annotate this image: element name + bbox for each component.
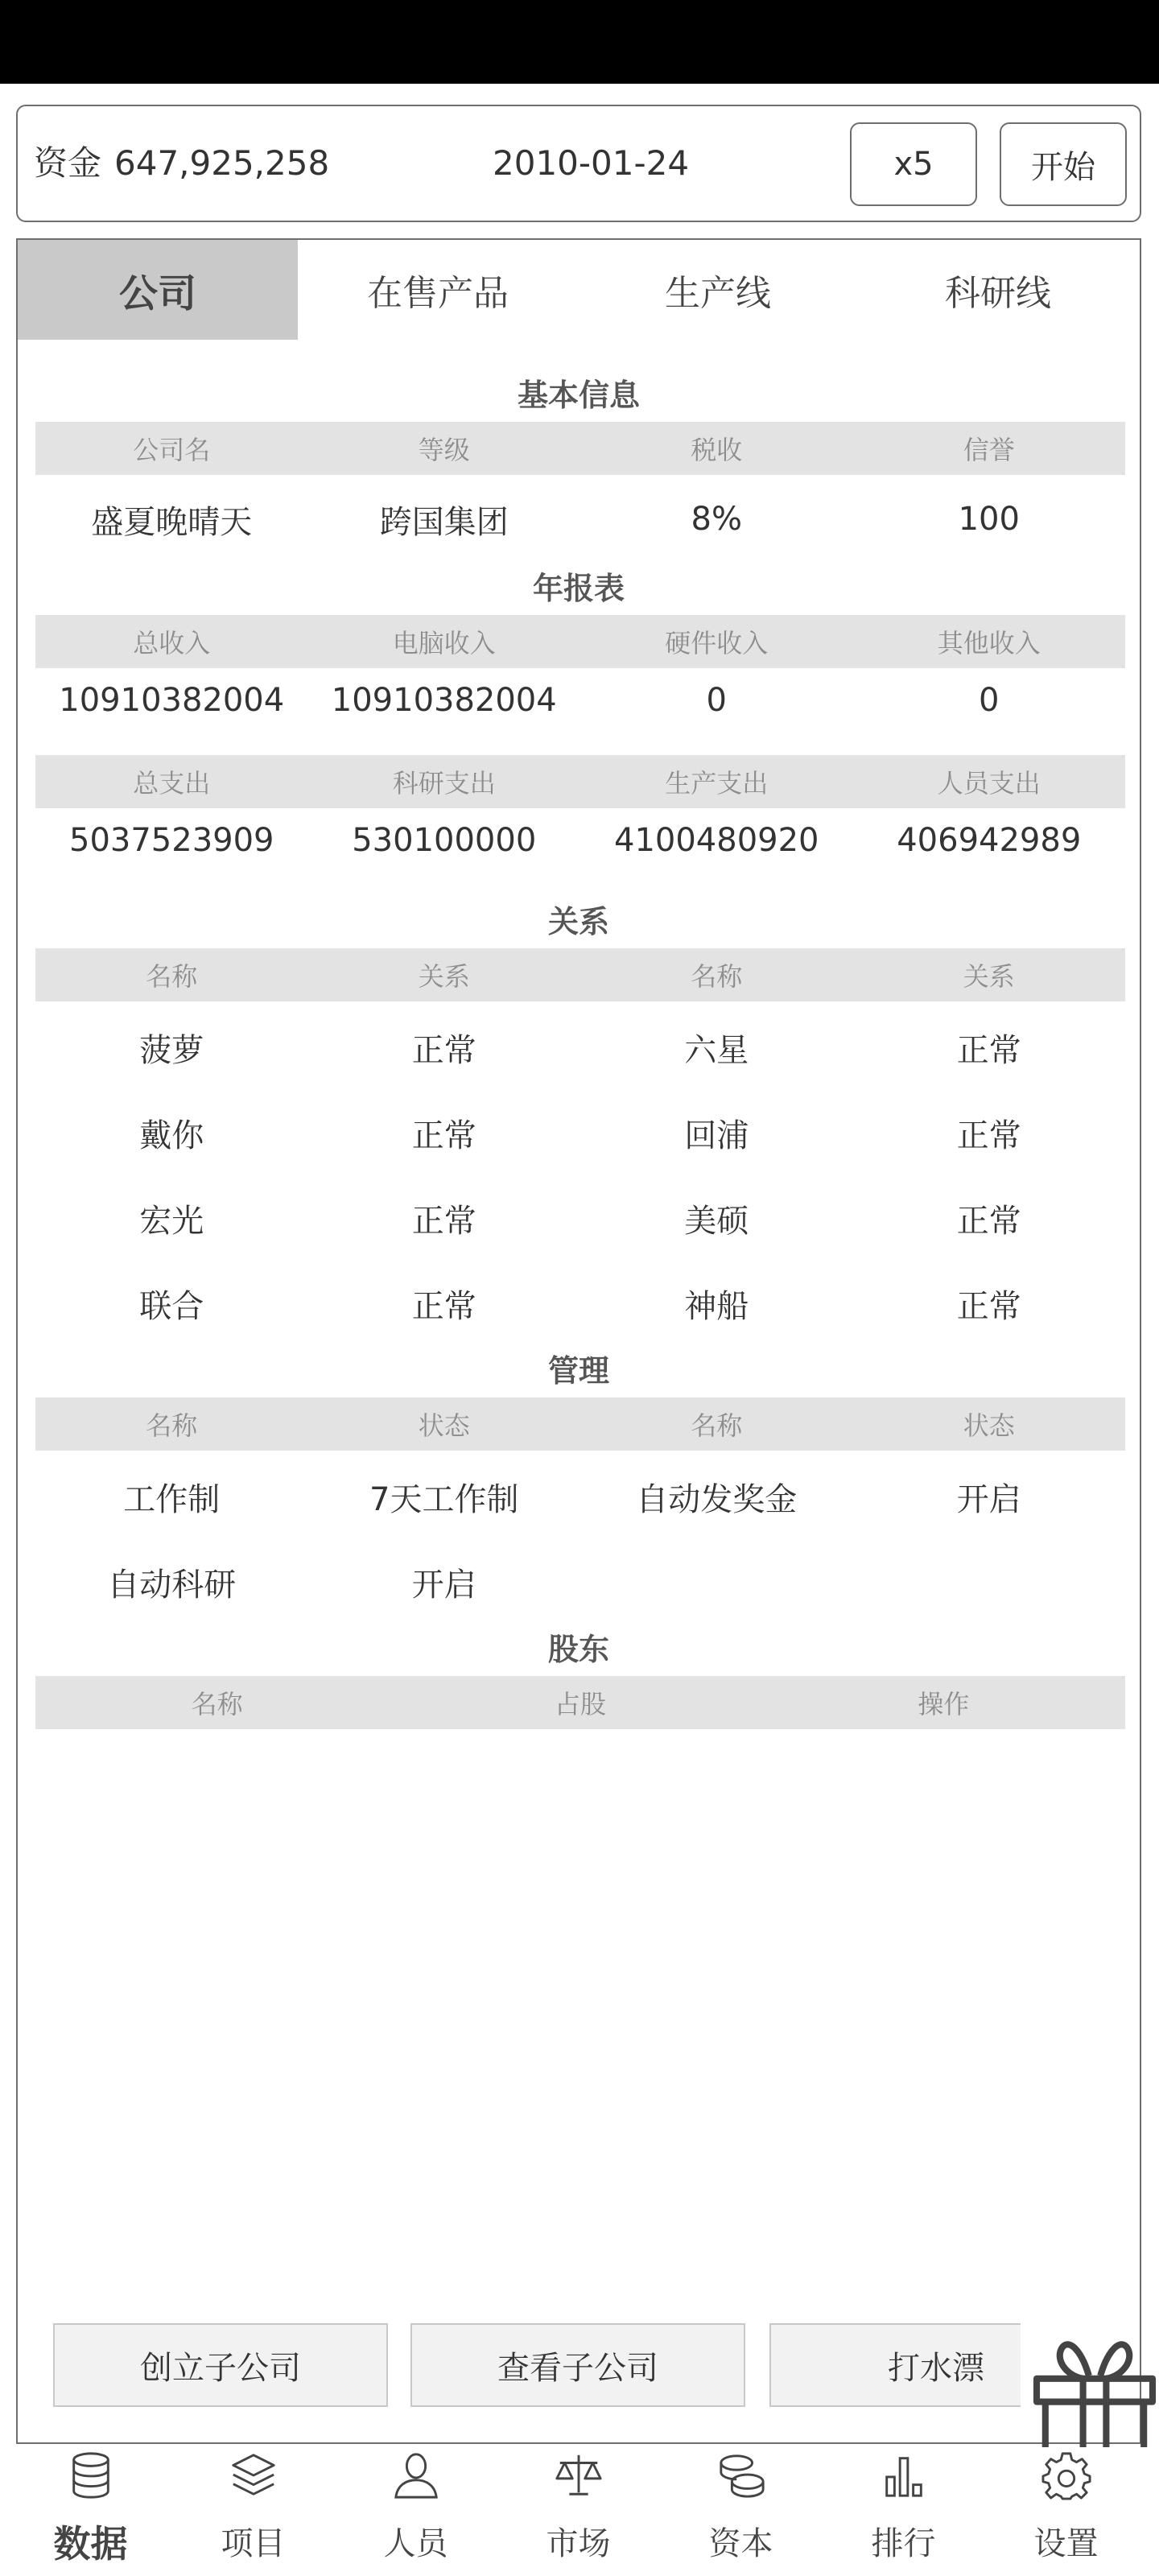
col-header: 名称 — [691, 961, 743, 992]
col-header: 硬件收入 — [665, 628, 769, 658]
relation-name: 六星 — [684, 1031, 749, 1069]
nav-label: 资本 — [708, 2525, 773, 2562]
nav-capital[interactable] — [658, 2447, 823, 2576]
tab-company[interactable]: 公司 — [18, 240, 298, 340]
expense-header — [35, 755, 1125, 808]
relations-header — [35, 948, 1125, 1001]
tab-production-lines[interactable]: 生产线 — [665, 273, 771, 314]
income-header — [35, 615, 1125, 668]
table-row — [35, 1175, 1125, 1261]
total-expense: 5037523909 — [69, 822, 274, 859]
management-title: 管理 — [547, 1353, 609, 1389]
income-row — [35, 668, 1125, 733]
col-header: 电脑收入 — [392, 628, 496, 658]
col-header: 状态 — [418, 1410, 470, 1441]
col-header: 名称 — [691, 1410, 743, 1441]
col-header: 信誉 — [963, 435, 1015, 465]
management-header — [35, 1397, 1125, 1451]
nav-projects[interactable] — [171, 2447, 336, 2576]
policy-name: 自动发奖金 — [636, 1480, 798, 1518]
create-subsidiary-button[interactable]: 创立子公司 — [53, 2323, 388, 2407]
company-panel — [16, 238, 1141, 2444]
coins-icon — [716, 2450, 766, 2500]
top-info-bar — [16, 105, 1141, 222]
company-level: 跨国集团 — [379, 503, 509, 541]
col-header: 总支出 — [133, 768, 211, 799]
total-income: 10910382004 — [59, 682, 285, 719]
nav-label: 市场 — [546, 2525, 611, 2562]
col-header: 税收 — [691, 435, 743, 465]
game-date: 2010-01-24 — [493, 143, 690, 183]
relation-name: 联合 — [139, 1287, 204, 1325]
other-income: 0 — [979, 682, 1000, 719]
tab-bar — [18, 240, 1140, 340]
funds-label: 资金 — [34, 143, 102, 183]
computer-income: 10910382004 — [331, 682, 557, 719]
relation-status: 正常 — [956, 1031, 1021, 1069]
shareholders-header — [35, 1676, 1125, 1729]
relation-status: 正常 — [956, 1202, 1021, 1240]
user-icon — [391, 2450, 441, 2500]
layers-icon — [229, 2450, 278, 2500]
annual-report-title: 年报表 — [532, 571, 625, 606]
basic-info-header — [35, 422, 1125, 475]
col-header: 其他收入 — [937, 628, 1041, 658]
relation-status: 正常 — [411, 1031, 476, 1069]
basic-info-title: 基本信息 — [517, 378, 640, 413]
relation-status: 正常 — [411, 1117, 476, 1154]
relation-name: 菠萝 — [139, 1031, 204, 1069]
research-expense: 530100000 — [352, 822, 537, 859]
nav-label: 项目 — [221, 2525, 286, 2562]
relation-name: 回浦 — [684, 1117, 749, 1154]
status-bar — [0, 0, 1159, 84]
shareholders-title: 股东 — [547, 1632, 609, 1667]
col-header: 关系 — [963, 961, 1015, 992]
col-header: 名称 — [146, 961, 198, 992]
col-header: 生产支出 — [665, 768, 769, 799]
relation-status: 正常 — [411, 1287, 476, 1325]
expense-row — [35, 808, 1125, 873]
nav-label: 数据 — [53, 2522, 128, 2566]
col-header: 占股 — [554, 1689, 606, 1719]
nav-label: 设置 — [1033, 2525, 1099, 2562]
funds-value: 647,925,258 — [114, 143, 330, 183]
relation-name: 宏光 — [139, 1202, 204, 1240]
hardware-income: 0 — [706, 682, 727, 719]
production-expense: 4100480920 — [614, 822, 819, 859]
staff-expense: 406942989 — [897, 822, 1082, 859]
relation-name: 戴你 — [139, 1117, 204, 1154]
nav-label: 人员 — [383, 2525, 448, 2562]
table-row — [35, 1539, 1125, 1624]
col-header: 名称 — [191, 1689, 243, 1719]
reputation: 100 — [958, 501, 1020, 538]
bottom-nav — [0, 2447, 1159, 2576]
table-row — [35, 1261, 1125, 1346]
tab-products-on-sale[interactable]: 在售产品 — [367, 273, 509, 314]
nav-settings[interactable] — [984, 2447, 1149, 2576]
nav-market[interactable] — [496, 2447, 661, 2576]
relation-name: 神船 — [684, 1287, 749, 1325]
float-money-label: 打水漂 — [888, 2349, 984, 2387]
tax-rate: 8% — [691, 501, 742, 538]
basic-info-row — [35, 481, 1125, 557]
company-name: 盛夏晚晴天 — [91, 503, 253, 541]
col-header: 关系 — [418, 961, 470, 992]
col-header: 等级 — [418, 435, 470, 465]
relations-title: 关系 — [547, 904, 609, 939]
relation-name: 美硕 — [684, 1202, 749, 1240]
policy-status[interactable]: 7天工作制 — [369, 1480, 519, 1518]
relation-status: 正常 — [956, 1117, 1021, 1154]
policy-status[interactable]: 开启 — [956, 1480, 1021, 1518]
table-row — [35, 1090, 1125, 1175]
gear-icon — [1041, 2450, 1091, 2500]
policy-status[interactable]: 开启 — [411, 1566, 476, 1604]
col-header: 名称 — [146, 1410, 198, 1441]
nav-staff[interactable] — [333, 2447, 498, 2576]
nav-data[interactable] — [8, 2447, 173, 2576]
table-row — [35, 1454, 1125, 1539]
speed-button[interactable]: x5 — [850, 122, 977, 206]
nav-ranking[interactable] — [821, 2447, 986, 2576]
float-money-button[interactable] — [769, 2323, 1021, 2407]
relation-status: 正常 — [956, 1287, 1021, 1325]
nav-label: 排行 — [871, 2525, 936, 2562]
bar-chart-icon — [879, 2450, 929, 2500]
policy-name: 工作制 — [123, 1480, 221, 1518]
relation-status: 正常 — [411, 1202, 476, 1240]
view-subsidiary-button[interactable]: 查看子公司 — [410, 2323, 745, 2407]
policy-name: 自动科研 — [107, 1566, 237, 1604]
col-header: 公司名 — [133, 435, 211, 465]
table-row — [35, 1005, 1125, 1090]
scale-icon — [554, 2450, 604, 2500]
col-header: 总收入 — [133, 628, 211, 658]
tab-research-lines[interactable]: 科研线 — [945, 273, 1051, 314]
database-icon — [66, 2450, 116, 2500]
col-header: 科研支出 — [392, 768, 496, 799]
col-header: 操作 — [918, 1689, 970, 1719]
col-header: 人员支出 — [937, 768, 1041, 799]
col-header: 状态 — [963, 1410, 1015, 1441]
start-button[interactable]: 开始 — [1000, 122, 1127, 206]
